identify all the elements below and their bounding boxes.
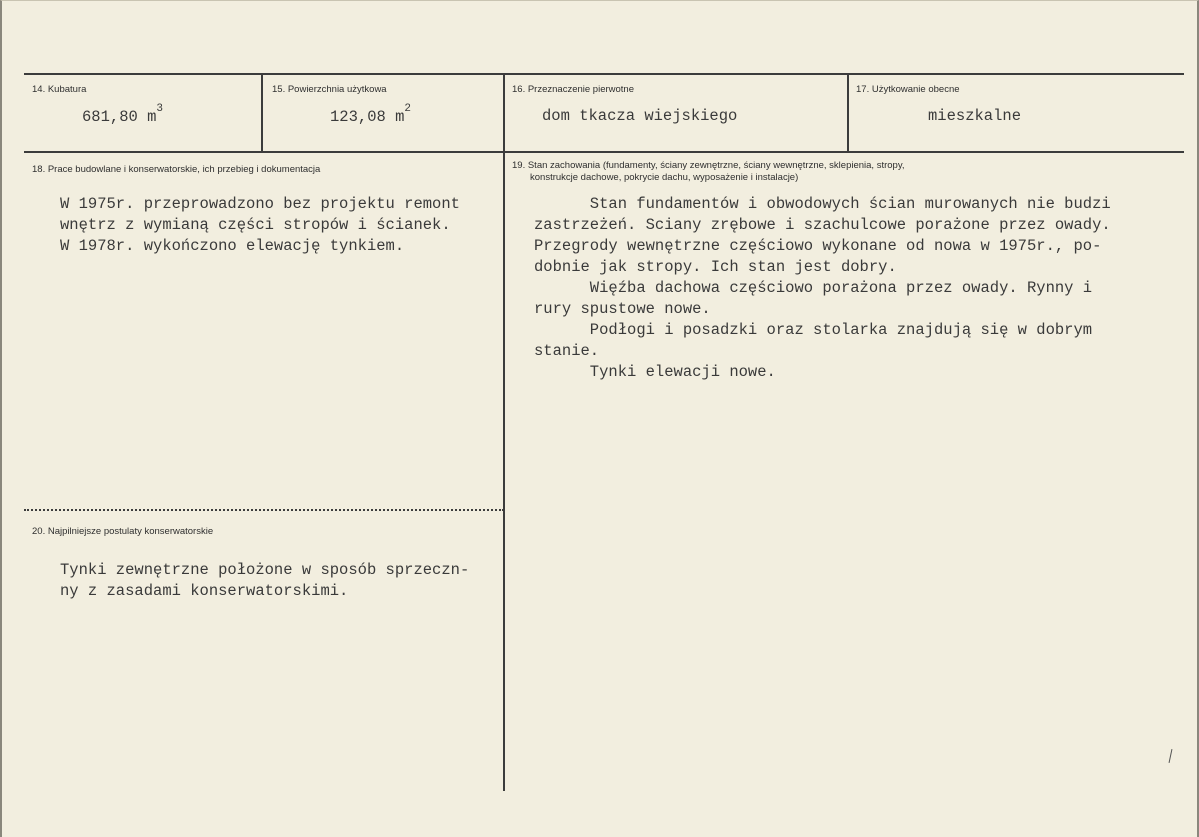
uzytkowanie-value: mieszkalne	[928, 107, 1022, 125]
powierzchnia-label: 15. Powierzchnia użytkowa	[272, 84, 387, 95]
text-line: Tynki zewnętrzne położone w sposób sprzeczn-	[60, 561, 470, 579]
prace-budowlane-label: 18. Prace budowlane i konserwatorskie, ich przebieg i dokumentacja	[32, 164, 321, 175]
divider-16-17	[847, 75, 849, 151]
text-line: wnętrz z wymianą części stropów i ścianek.	[60, 216, 451, 234]
text-line: rury spustowe nowe.	[534, 300, 711, 318]
text-line: Przegrody wewnętrzne częściowo wykonane od nowa w 1975r., po-	[534, 237, 1102, 255]
postulaty-label: 20. Najpilniejsze postulaty konserwatorskie	[32, 526, 214, 537]
stan-zachowania-label-line2: konstrukcje dachowe, pokrycie dachu, wyposażenie i instalacje)	[530, 172, 799, 183]
text-line: W 1978r. wykończono elewację tynkiem.	[60, 237, 405, 255]
kubatura-number: 681,80 m	[82, 108, 157, 127]
text-line: Stan fundamentów i obwodowych ścian murowanych nie budzi	[534, 195, 1111, 213]
divider-14-15	[261, 75, 263, 151]
text-line: ny z zasadami konserwatorskimi.	[60, 582, 349, 600]
text-line: stanie.	[534, 342, 600, 360]
section-18-bottom-rule	[24, 509, 504, 511]
text-line: Podłogi i posadzki oraz stolarka znajdują się w dobrym	[534, 321, 1093, 339]
powierzchnia-number: 123,08 m	[330, 108, 405, 127]
text-line: Tynki elewacji nowe.	[534, 363, 776, 381]
stan-zachowania-label-line1: 19. Stan zachowania (fundamenty, ściany zewnętrzne, ściany wewnętrzne, sklepienia, stropy,	[512, 160, 905, 171]
header-row-bottom-rule	[24, 151, 1184, 153]
divider-15-16	[503, 75, 505, 791]
text-line: Więźba dachowa częściowo porażona przez owady. Rynny i	[534, 279, 1093, 297]
powierzchnia-exponent: 2	[404, 103, 412, 115]
kubatura-label: 14. Kubatura	[32, 84, 87, 95]
kubatura-exponent: 3	[156, 103, 164, 115]
pencil-mark	[1169, 749, 1173, 763]
kubatura-value	[82, 103, 164, 127]
przeznaczenie-value: dom tkacza wiejskiego	[542, 107, 738, 125]
przeznaczenie-label: 16. Przeznaczenie pierwotne	[512, 84, 634, 95]
text-line: dobnie jak stropy. Ich stan jest dobry.	[534, 258, 897, 276]
text-line: W 1975r. przeprowadzono bez projektu remont	[60, 195, 460, 213]
text-line: zastrzeżeń. Sciany zrębowe i szachulcowe porażone przez owady.	[534, 216, 1111, 234]
powierzchnia-value	[330, 103, 412, 127]
uzytkowanie-label: 17. Użytkowanie obecne	[856, 84, 960, 95]
top-rule	[24, 73, 1184, 75]
